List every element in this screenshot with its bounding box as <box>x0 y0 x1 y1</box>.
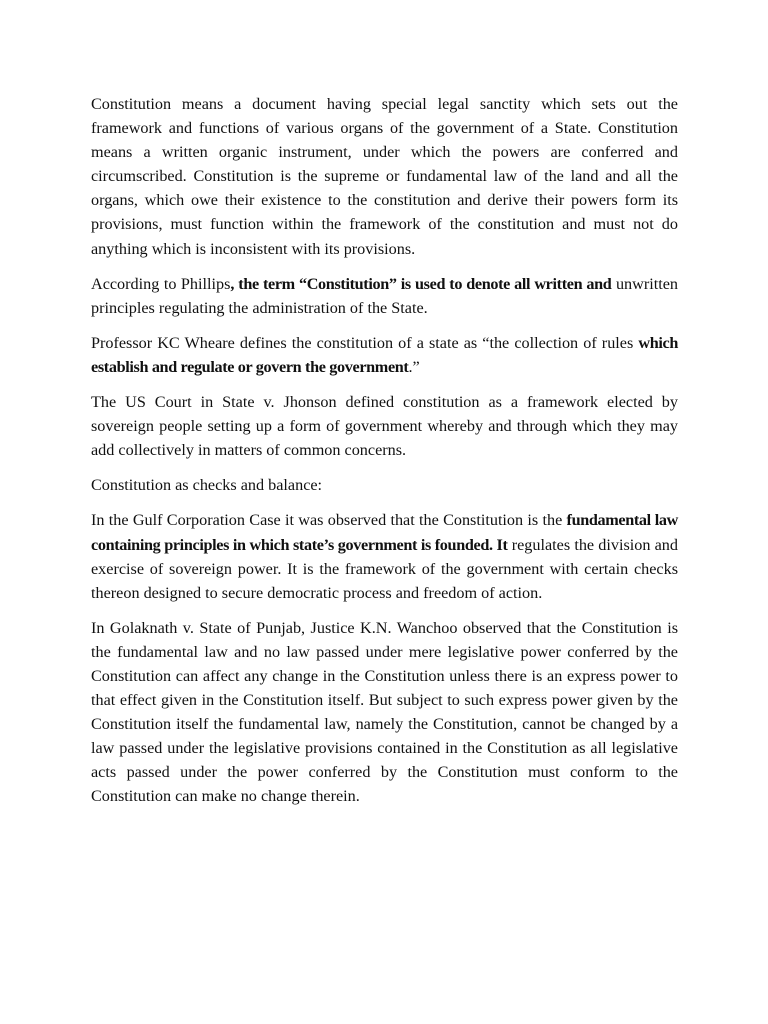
paragraph-constitution-definition <box>91 92 678 261</box>
paragraph-gulf-corporation <box>91 508 678 604</box>
text-run: .” <box>408 357 420 376</box>
text-run: Constitution as checks and balance: <box>91 476 323 495</box>
text-run: In the Gulf Corporation Case it was observed that the Constitution is the <box>91 511 567 530</box>
document-body <box>91 92 678 820</box>
text-run: The US Court in State v. Jhonson defined constitution as a framework elected by sovereign people setting up a form of government whereby and through which they may add collectively in matters of common concerns. <box>91 393 678 460</box>
paragraph-wheare <box>91 331 678 379</box>
bold-text-run: fundamental law containing principles in which state’s government is founded. It <box>91 511 678 554</box>
paragraph-phillips <box>91 272 678 320</box>
bold-text-run: which establish and regulate or govern the government <box>91 333 678 376</box>
text-run: Professor KC Wheare defines the constitution of a state as “the collection of rules <box>91 333 639 352</box>
text-run: In Golaknath v. State of Punjab, Justice K.N. Wanchoo observed that the Constitution is the fundamental law and no law passed under mere legislative power conferred by the Constitution can affect any change in the Constitution unless there is an express power to that effect given in the Constitution itself. But subject to such express power given by the Constitution itself the fundamental law, namely the Constitution, cannot be changed by a law passed under the legislative provisions contained in the Constitution as all legislative acts passed under the power conferred by the Constitution must conform to the Constitution can make no change therein. <box>91 618 678 806</box>
paragraph-checks-heading <box>91 473 678 497</box>
bold-text-run: , the term “Constitution” is used to denote all written and <box>230 274 612 293</box>
text-run: According to Phillips <box>91 274 231 293</box>
text-run: regulates the division and exercise of sovereign power. It is the framework of the government with certain checks thereon designed to secure democratic process and freedom of action. <box>91 535 678 602</box>
paragraph-golaknath <box>91 616 678 809</box>
text-run: unwritten principles regulating the administration of the State. <box>91 274 678 317</box>
paragraph-us-court <box>91 390 678 462</box>
text-run: Constitution means a document having special legal sanctity which sets out the framework and functions of various organs of the government of a State. Constitution means a written organic instrument, under which the powers are conferred and circumscribed. Constitution is the supreme or fundamental law of the land and all the organs, which owe their existence to the constitution and derive their powers form its provisions, must function within the framework of the constitution and must not do anything which is inconsistent with its provisions. <box>91 95 678 258</box>
